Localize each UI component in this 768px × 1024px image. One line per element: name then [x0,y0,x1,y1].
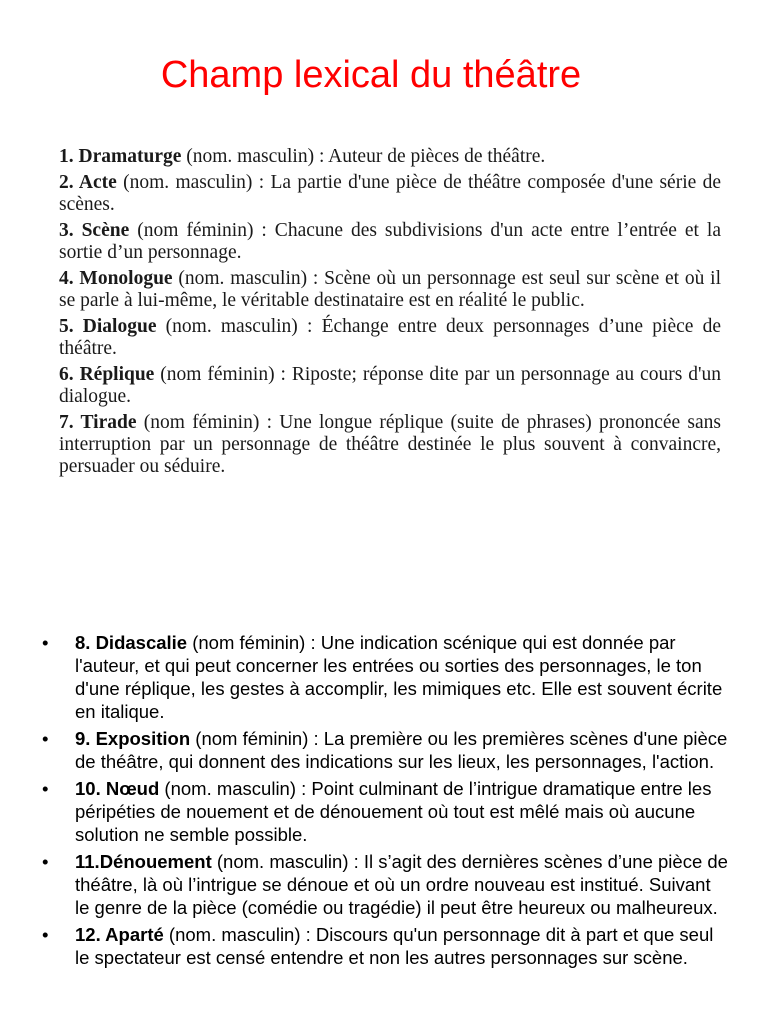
definition-item [59,412,721,478]
bullet-item [42,727,728,773]
bullet-icon: • [42,778,49,799]
bullet-icon: • [42,851,49,872]
term: 5. Dialogue [59,316,157,337]
term: 8. Didascalie [75,632,188,653]
definition: (nom féminin) : La première ou les premières scènes d'une pièce de théâtre, qui donnent des indications sur les lieux, les personnages, l'action. [75,728,728,772]
term: 9. Exposition [75,728,191,749]
definition: (nom féminin) : Riposte; réponse dite par un personnage au cours d'un dialogue. [59,364,721,407]
definition-item [59,220,721,264]
definition-item [59,146,721,168]
term: 11.Dénouement [75,851,212,872]
term: 6. Réplique [59,364,155,385]
bullet-item [42,923,728,969]
definition: (nom. masculin) : Échange entre deux personnages d’une pièce de théâtre. [59,316,721,359]
definition: (nom féminin) : Une longue réplique (suite de phrases) prononcée sans interruption par un personnage de théâtre destinée le plus souvent à convaincre, persuader ou séduire. [59,412,722,477]
definition: (nom. masculin) : Discours qu'un personnage dit à part et que seul le spectateur est censé entendre et non les autres personnages sur scène. [75,924,714,968]
definition: (nom. masculin) : La partie d'une pièce de théâtre composée d'une série de scènes. [59,172,722,215]
term: 1. Dramaturge [59,146,182,167]
page-title: Champ lexical du théâtre [160,54,582,96]
definition-item [59,316,721,360]
definition: (nom. masculin) : Point culminant de l’intrigue dramatique entre les péripéties de nouement et de dénouement où tout est mêlé mais où aucune solution ne semble possible. [75,778,712,845]
bullet-item [42,850,728,919]
definition: (nom féminin) : Une indication scénique qui est donnée par l'auteur, et qui peut concerner les entrées ou sorties des personnages, le ton d'une réplique, les gestes à accomplir, les mimiques etc. Elle est souvent écrite en italique. [75,632,723,722]
definition: (nom. masculin) : Il s’agit des dernières scènes d’une pièce de théâtre, là où l’intrigue se dénoue et où un ordre nouveau est institué. Suivant le genre de la pièce (comédie ou tragédie) il peut être heureux ou malheureux. [75,851,728,918]
bullet-icon: • [42,632,49,653]
bullet-icon: • [42,728,49,749]
term: 2. Acte [59,172,117,193]
definition-item [59,268,721,312]
definition-list-serif [59,146,721,482]
term: 3. Scène [59,220,130,241]
term: 10. Nœud [75,778,160,799]
term: 12. Aparté [75,924,164,945]
term: 7. Tirade [59,412,137,433]
definition: (nom. masculin) : Auteur de pièces de théâtre. [181,146,546,167]
term: 4. Monologue [59,268,173,289]
definition-item [59,172,721,216]
bullet-item [42,631,728,723]
bullet-icon: • [42,924,49,945]
definition-list-bulleted [42,631,728,973]
definition: (nom. masculin) : Scène où un personnage est seul sur scène et où il se parle à lui-même, le véritable destinataire est en réalité le public. [59,268,722,311]
definition: (nom féminin) : Chacune des subdivisions d'un acte entre l’entrée et la sortie d’un personnage. [59,220,722,263]
definition-item [59,364,721,408]
bullet-item [42,777,728,846]
